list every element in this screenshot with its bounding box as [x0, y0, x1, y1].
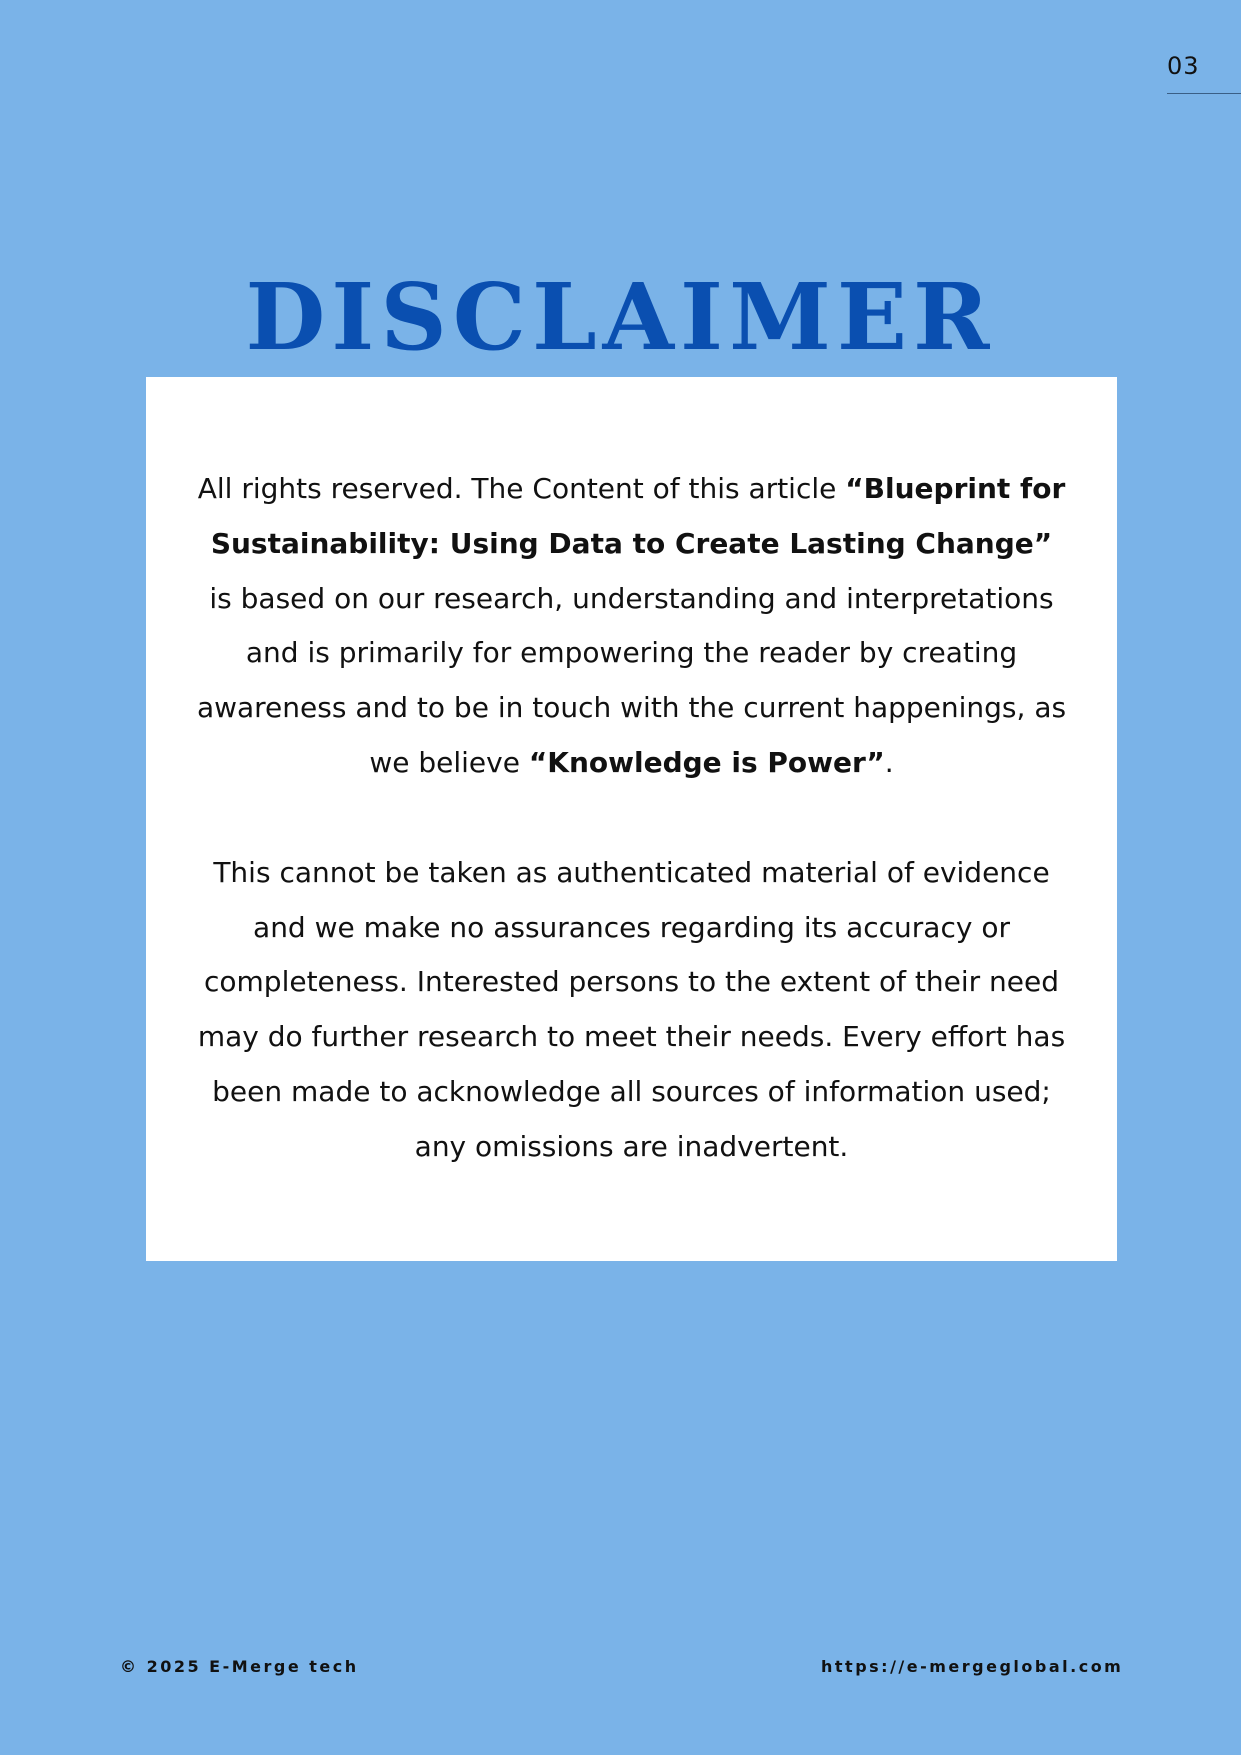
disclaimer-card: [146, 377, 1117, 1261]
disclaimer-paragraph-rights: [196, 462, 1067, 791]
footer-url[interactable]: https://e-mergeglobal.com: [821, 1657, 1124, 1676]
page-title: DISCLAIMER: [245, 262, 996, 371]
disclaimer-paragraph-accuracy: This cannot be taken as authenticated material of evidence and we make no assurances regarding its accuracy or completeness. Interested persons to the extent of their need may do further research to meet their needs. Every effort has been made to acknowledge all sources of information used; any omissions are inadvertent.: [197, 855, 1066, 1163]
footer-copyright: © 2025 E-Merge tech: [120, 1657, 359, 1676]
motto: “Knowledge is Power”: [528, 745, 885, 779]
rights-text-start: All rights reserved. The Content of this article: [197, 472, 846, 505]
page-number: 03: [1167, 52, 1200, 80]
rights-text-end: .: [884, 745, 894, 779]
page-number-divider: [1167, 93, 1241, 94]
rights-text-middle: is based on our research, understanding and interpretations and is primarily for empowering the reader by creating awareness and to be in touch with the current happenings, as we believe: [196, 581, 1067, 779]
article-title: “Blueprint for Sustainability: Using Data to Create Lasting Change”: [210, 472, 1066, 560]
